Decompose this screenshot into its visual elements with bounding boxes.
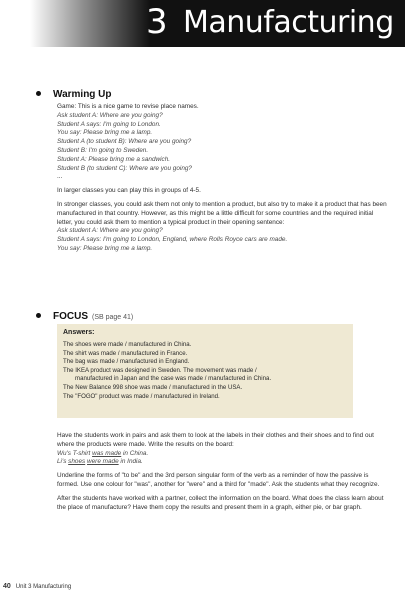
focus-heading	[36, 311, 133, 322]
answer-line: The New Balance 998 shoe was made / manufactured in the USA.	[63, 383, 243, 391]
warming-example-1: Ask student A: Where are you going?	[57, 227, 163, 235]
answers-box	[57, 324, 353, 418]
warming-up-lines	[57, 103, 387, 182]
focus-example-1: Wu's T-shirt was made in China.	[57, 449, 149, 457]
warming-p2: In stronger classes, you could ask them not only to mention a product, but also try to make it a product that has been manufactured in that country. However, as this might be a little difficult for some countries and the required initial letter, you could ask them to mention a typical product in their opening sentence:	[57, 200, 387, 226]
page-number: 40	[3, 583, 11, 590]
warming-line: Student B (to student C): Where are you going?	[57, 164, 192, 172]
warming-line: Student A: Please bring me a sandwich.	[57, 155, 171, 163]
answer-line: The shoes were made / manufactured in China.	[63, 341, 192, 348]
warming-up-heading	[36, 89, 112, 100]
warming-example-3: You say: Please bring me a lamp.	[57, 244, 153, 252]
bullet-icon	[36, 91, 41, 96]
answer-line: The IKEA product was designed in Sweden. The movement was made /	[63, 366, 257, 374]
header-gradient	[0, 0, 150, 47]
answer-line: manufactured in Japan and the case was made / manufactured in China.	[75, 375, 272, 383]
warming-example-2: Student A says: I'm going to London, England, where Rolls Royce cars are made.	[57, 236, 288, 244]
warming-line: Ask student A: Where are you going?	[57, 111, 163, 119]
warming-line: Student A says: I'm going to London.	[57, 120, 161, 128]
focus-page-ref: (SB page 41)	[92, 314, 134, 321]
focus-title: FOCUS	[53, 311, 88, 322]
warming-up-body	[57, 103, 387, 254]
focus-p2: Underline the forms of "to be" and the 3rd person singular form of the verb as a reminder of how the passive is formed. Use one colour for "was", another for "were" and a third for "made". Ask the students what they recognize.	[57, 472, 380, 488]
chapter-number: 3	[146, 2, 168, 42]
warming-line: You say: Please bring me a lamp.	[57, 129, 153, 137]
page-footer	[3, 583, 71, 590]
warming-line: ...	[57, 173, 63, 181]
warming-p1: In larger classes you can play this in groups of 4-5.	[57, 187, 201, 195]
warming-line: Student A (to student B): Where are you going?	[57, 138, 192, 146]
chapter-header	[0, 0, 405, 47]
answers-heading: Answers:	[63, 329, 95, 336]
answer-line: The "FOGO" product was made / manufactured in Ireland.	[63, 392, 220, 400]
focus-example-2: Li's shoes were made in India.	[57, 458, 143, 466]
chapter-title: Manufacturing	[183, 5, 394, 40]
warming-up-title: Warming Up	[53, 89, 112, 100]
focus-p1: Have the students work in pairs and ask them to look at the labels in their clothes and their shoes and to find out where the products were made. Write the results on the board:	[57, 432, 374, 448]
answer-line: The bag was made / manufactured in England.	[63, 358, 190, 366]
focus-body	[57, 432, 387, 512]
focus-p3: After the students have worked with a partner, collect the information on the board. What does the class learn about the place of manufacture? Have them copy the results and present them in a graph, either pie, or bar graph.	[57, 494, 384, 511]
footer-unit: Unit 3 Manufacturing	[15, 584, 72, 590]
warming-line: Game: This is a nice game to revise place names.	[57, 103, 199, 110]
answer-line: The shirt was made / manufactured in France.	[63, 349, 188, 357]
bullet-icon	[36, 313, 41, 318]
warming-line: Student B: I'm going to Sweden.	[57, 146, 149, 154]
answers-list	[63, 341, 351, 401]
